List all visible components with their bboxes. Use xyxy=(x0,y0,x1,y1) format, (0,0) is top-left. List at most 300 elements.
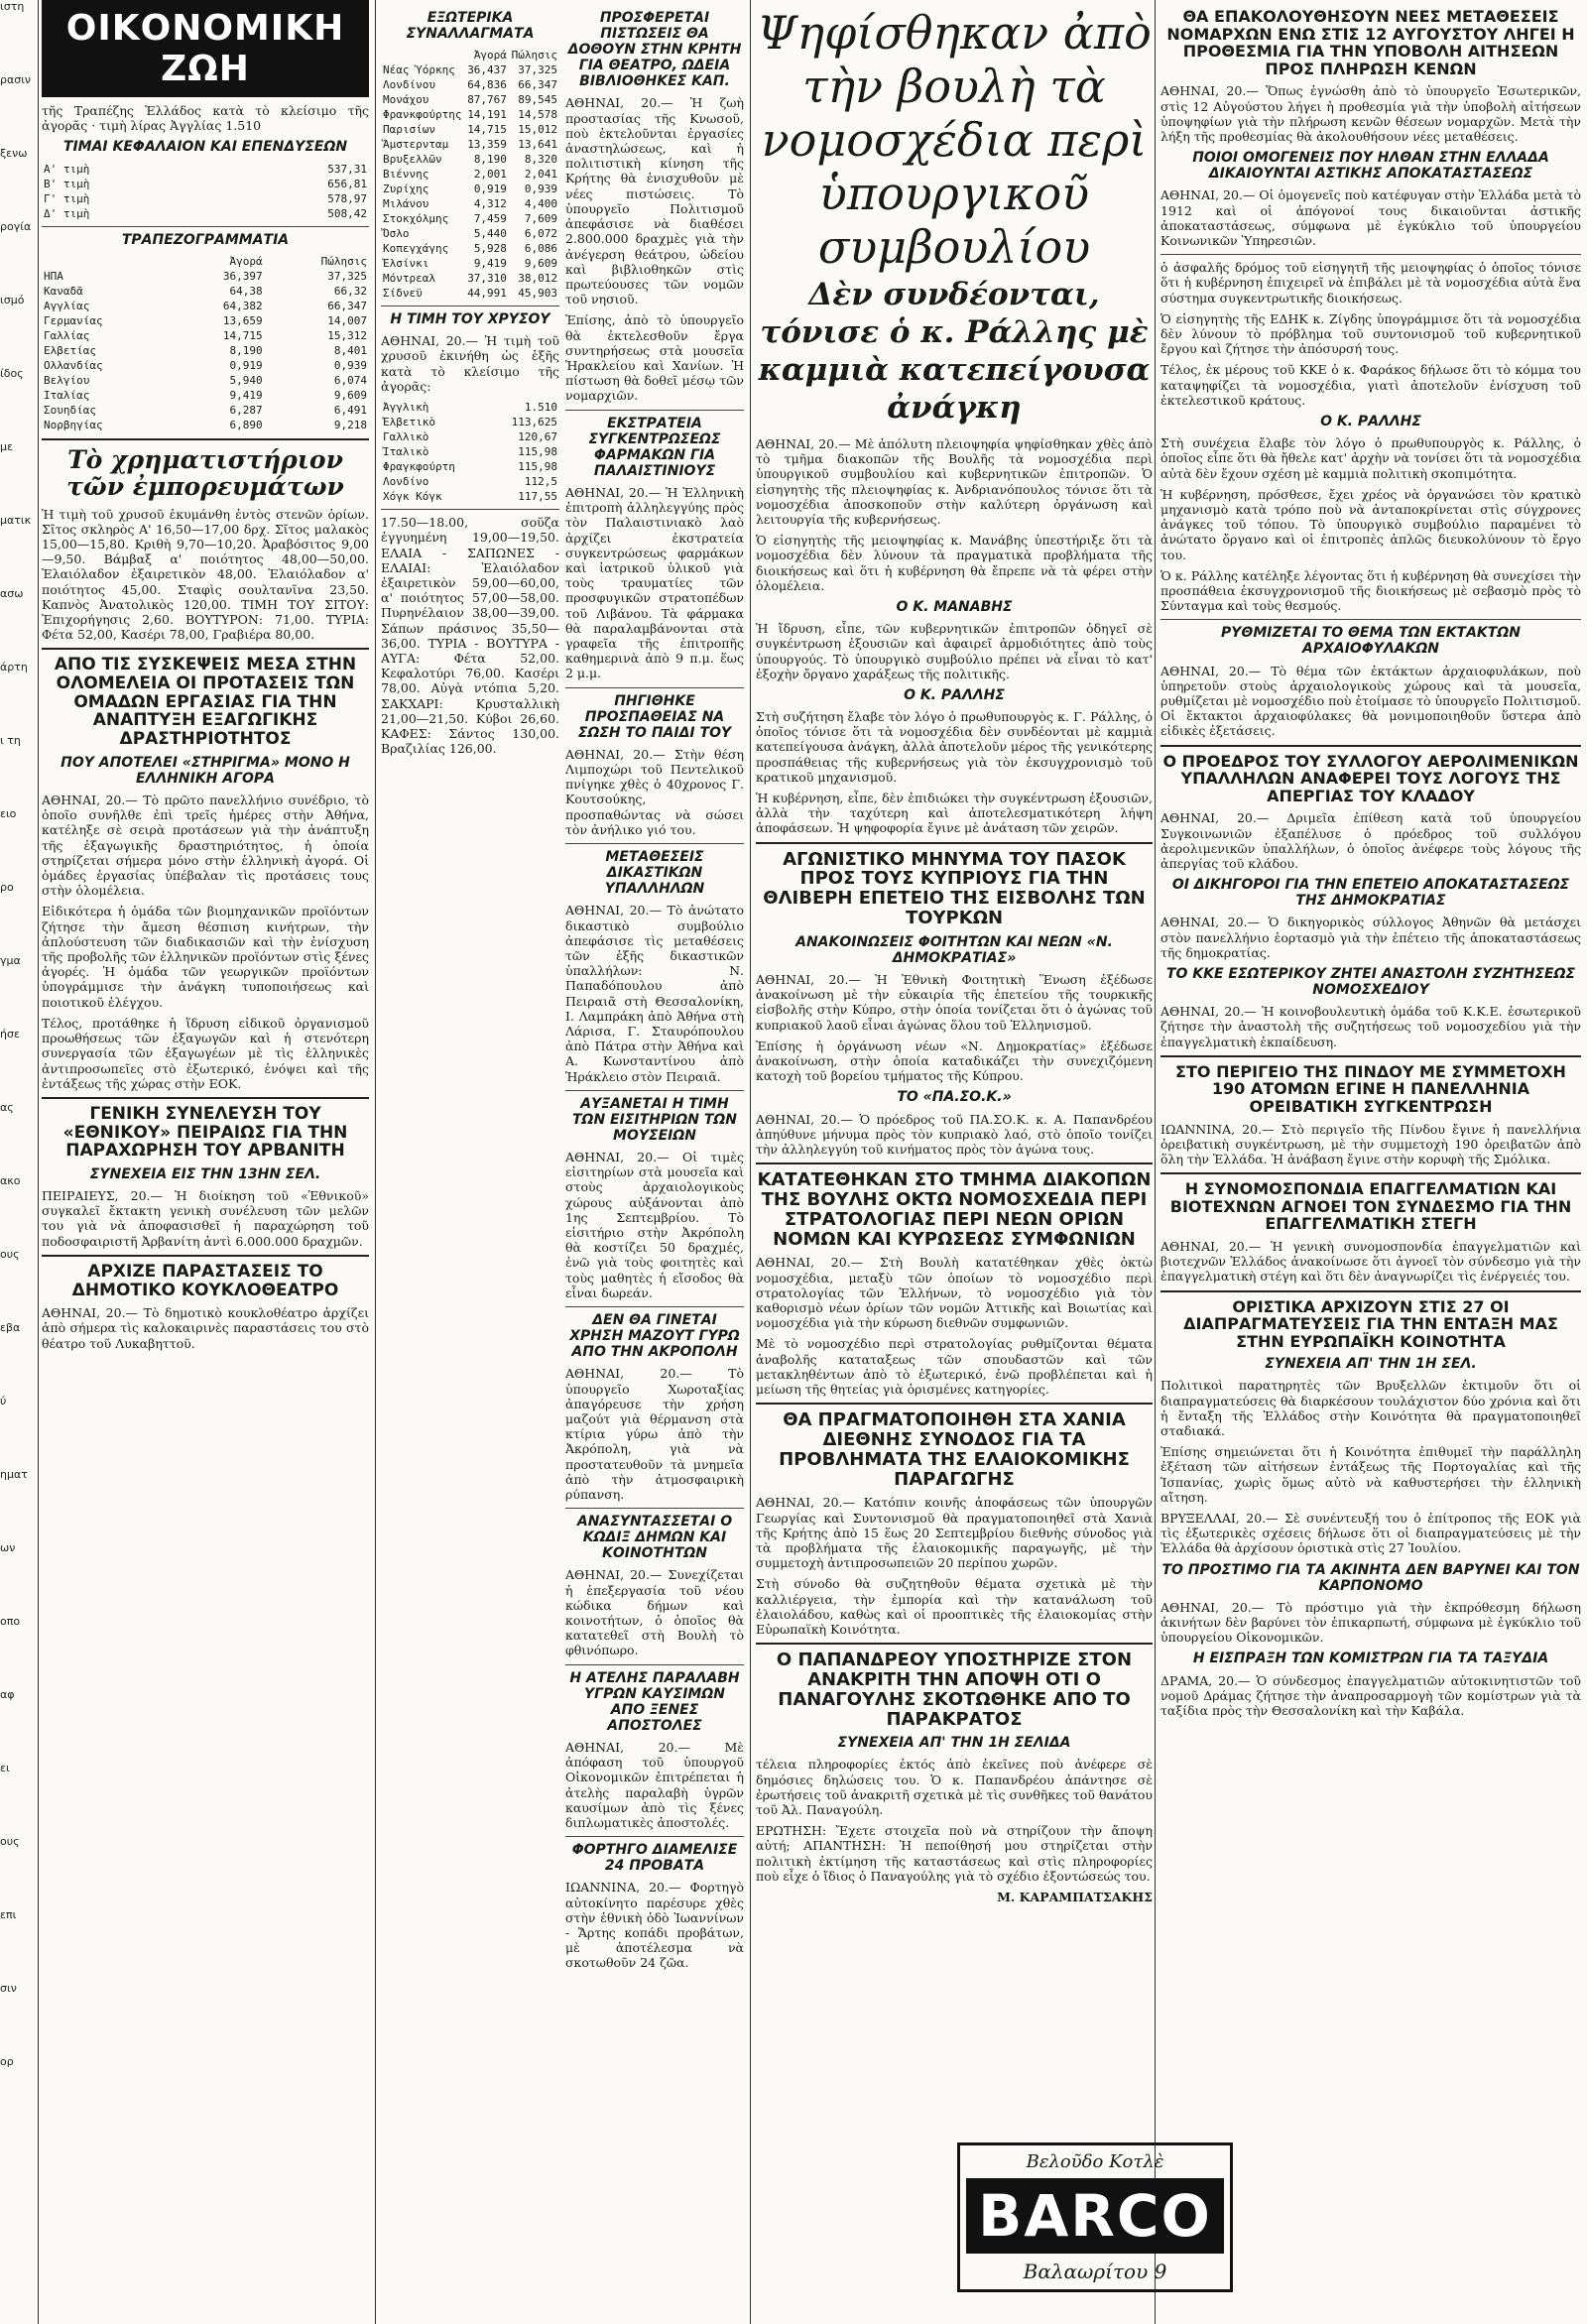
rate-value: 64,38 xyxy=(229,284,263,298)
rate-label: Βρυξελλῶν xyxy=(383,153,442,167)
rate-row xyxy=(42,358,369,373)
col-sell: Πώλησις xyxy=(320,254,367,268)
rate-label: Ζυρίχης xyxy=(383,183,429,196)
headline-expatriates: ΠΟΙΟΙ ΟΜΟΓΕΝΕΙΣ ΠΟΥ ΗΛΘΑΝ ΣΤΗΝ ΕΛΛΑΔΑ ΔΙΚΑΙΟΥΝΤΑΙ ΑΣΤΙΚΗΣ ΑΠΟΚΑΤΑΣΤΑΣΕΩΣ xyxy=(1192,150,1549,183)
rate-value: 6,072 xyxy=(524,227,557,241)
rate-value: 0,919 xyxy=(229,358,263,372)
rate-label: Νορβηγίας xyxy=(44,418,103,431)
rate-label: Φρανκφούρτης xyxy=(383,108,462,122)
rate-label: Σουηδίας xyxy=(44,403,96,417)
rate-value: 14,715 xyxy=(222,328,263,342)
rate-value: 578,97 xyxy=(327,191,367,205)
headline-truck-sheep: ΦΟΡΤΗΓΟ ΔΙΑΜΕΛΙΣΕ 24 ΠΡΟΒΑΤΑ xyxy=(571,1842,738,1875)
article-body: ΑΘΗΝΑΙ, 20.— Ὁ δικηγορικὸς σύλλογος Ἀθηνῶν θὰ μετάσχει στὸν πανελλήνιο ἑορτασμὸ γιὰ τὴν ἐπέτειο τῆς ἀποκαταστάσεως τῆς δημοκρατίας. xyxy=(1160,915,1581,960)
rate-value: 44,991 xyxy=(467,287,507,301)
edge-fragment-line: ρο xyxy=(0,881,14,894)
article-body: ΙΩΑΝΝΙΝΑ, 20.— Στὸ περιγεῖο τῆς Πίνδου ἔγινε ἡ πανελλήνια ὀρειβατικὴ συγκέντρωση, μὲ τὴν συμμετοχὴ 190 ὀρειβατῶν ἀπὸ ὅλη τὴν Ἑλλάδα. Ἡ ἀνάβαση ἔγινε στὴν κορυφὴ τῆς Σμόλικα. xyxy=(1160,1121,1581,1166)
rate-row xyxy=(381,77,559,92)
gold-intro: ΑΘΗΝΑΙ, 20.— Ἡ τιμὴ τοῦ χρυσοῦ ἐκινήθη ὡς ἑξῆς κατὰ τὸ κλείσιμο τῆς ἀγορᾶς: xyxy=(381,333,559,394)
crosshead: Ο Κ. ΜΑΝΑΒΗΣ xyxy=(896,599,1013,616)
rate-label: Φραγκφούρτη xyxy=(383,460,455,474)
edge-fragment-line: ισμό xyxy=(0,294,25,306)
divider xyxy=(565,1836,744,1837)
article-body: ΑΘΗΝΑΙ, 20.— Μὲ ἀπόφαση τοῦ ὑπουργοῦ Οἰκονομικῶν ἐπιτρέπεται ἡ ἀτελὴς παραλαβὴ ὑγρῶν καυσίμων ἀπὸ τὶς ξένες διπλωματικὲς ἀποστολές. xyxy=(565,1740,744,1831)
advertisement-barco xyxy=(957,2142,1233,2292)
rate-row xyxy=(381,226,559,241)
article-body: Ὁ κ. Ράλλης κατέληξε λέγοντας ὅτι ἡ κυβέρνηση θὰ συνεχίσει τὴν προσπάθεια ἐκσυγχρονισμοῦ τῆς διοικήσεως μὲ σεβασμὸ πρὸς τὸ Σύνταγμα καὶ τοὺς θεσμούς. xyxy=(1160,567,1581,614)
column-right xyxy=(1160,0,1581,1724)
headline-nomarchs: ΘΑ ΕΠΑΚΟΛΟΥΘΗΣΟΥΝ ΝΕΕΣ ΜΕΤΑΘΕΣΕΙΣ ΝΟΜΑΡΧΩΝ ΕΝΩ ΣΤΙΣ 12 ΑΥΓΟΥΣΤΟΥ ΛΗΓΕΙ Η ΠΡΟΘΕΣΜΙΑ ΓΙΑ ΤΗΝ ΥΠΟΒΟΛΗ ΑΙΤΗΣΕΩΝ ΠΡΟΣ ΠΛΗΡΩΣΗ ΚΕΝΩΝ xyxy=(1166,7,1575,78)
divider xyxy=(1160,1290,1581,1292)
edge-fragment-line: ει xyxy=(0,1762,10,1774)
crosshead: ΤΟ «ΠΑ.ΣΟ.Κ.» xyxy=(897,1089,1012,1106)
subheadline-papandreou: ΣΥΝΕΧΕΙΑ ΑΠ' ΤΗΝ 1Η ΣΕΛΙΔΑ xyxy=(837,1735,1071,1752)
rate-value: 14,715 xyxy=(467,123,507,137)
ad-address: Βαλαωρίτου 9 xyxy=(1023,2260,1167,2283)
rate-value: 13,659 xyxy=(222,313,263,327)
column-divider xyxy=(1155,0,1156,2324)
edge-fragment-line: ύ xyxy=(0,1395,7,1407)
rate-value: 508,42 xyxy=(327,206,367,220)
article-body: ΑΘΗΝΑΙ, 20.— Ὅπως ἐγνώσθη ἀπὸ τὸ ὑπουργεῖο Ἐσωτερικῶν, στὶς 12 Αὐγούστου λήγει ἡ προθεσμία γιὰ τὴν ὑποβολὴ αἰτήσεων ὑποψηφίων γιὰ τὴν πλήρωση κενῶν θέσεων νομαρχῶν. Μετὰ τὴν λήξη τῆς προθεσμίας θὰ ἀκολουθήσουν νέες μεταθέσεις. xyxy=(1160,83,1581,144)
rate-value: 4,312 xyxy=(473,197,507,211)
rate-row xyxy=(381,241,559,256)
divider xyxy=(756,842,1153,844)
rate-value: 0,939 xyxy=(524,183,557,196)
edge-fragment-line: ας xyxy=(0,1101,14,1114)
article-body: ΑΘΗΝΑΙ, 20.— Μὲ ἀπόλυτη πλειοψηφία ψηφίσθηκαν χθὲς ἀπὸ τὸ τμῆμα διακοπῶν τῆς Βουλῆς τὰ νομοσχέδια περὶ ὑπουργικοῦ συμβουλίου καὶ κυβερνητικῶν ἐπιτροπῶν. Ὁ εἰσηγητὴς τῆς πλειοψηφίας κ. Ἀνδριανόπουλος τόνισε ὅτι τὰ νομοσχέδια ἀποσκοποῦν στὴν καλύτερη ὀργάνωση καὶ λειτουργία τῆς κυβερνήσεως. xyxy=(756,436,1153,528)
rate-row xyxy=(381,459,559,474)
rate-label: Λονδίνο xyxy=(383,475,429,489)
rate-value: 9,419 xyxy=(473,257,507,271)
divider xyxy=(1160,745,1581,747)
subheadline-export-groups: ΠΟΥ ΑΠΟΤΕΛΕΙ «ΣΤΗΡΙΓΜΑ» ΜΟΝΟ Η ΕΛΛΗΝΙΚΗ ΑΓΟΡΑ xyxy=(61,754,350,787)
lead-headline: Ψηφίσθηκαν ἀπὸ τὴν βουλὴ τὰ νομοσχέδια περὶ ὑπουργικοῦ συμβουλίου xyxy=(757,6,1152,274)
edge-fragment-line: γμα xyxy=(0,954,21,967)
ad-brand-logo: BARCO xyxy=(966,2178,1224,2254)
rate-label: Νέας Ὑόρκης xyxy=(383,63,455,77)
rate-value: 6,890 xyxy=(229,418,263,431)
headline-museum-tickets: ΑΥΞΑΝΕΤΑΙ Η ΤΙΜΗ ΤΩΝ ΕΙΣΙΤΗΡΙΩΝ ΤΩΝ ΜΟΥΣΕΙΩΝ xyxy=(572,1095,737,1144)
article-body: ΑΘΗΝΑΙ, 20.— Τὸ θέμα τῶν ἐκτάκτων ἀρχαιοφυλάκων, ποὺ ὑπηρετοῦν στοὺς ἀρχαιολογικοὺς χώρους καὶ τὰ μουσεῖα, ρυθμίζεται μὲ νομοσχέδιο ποὺ ἑτοίμασε τὸ ὑπουργεῖο Πολιτισμοῦ. Οἱ ἔκτακτοι ἀρχαιοφύλακες θὰ μονιμοποιηθοῦν ὕστερα ἀπὸ εἰδικὲς ἐξετάσεις. xyxy=(1160,663,1581,739)
headline-union: Η ΣΥΝΟΜΟΣΠΟΝΔΙΑ ΕΠΑΓΓΕΛΜΑΤΙΩΝ ΚΑΙ ΒΙΟΤΕΧΝΩΝ ΑΓΝΟΕΙ ΤΟΝ ΣΥΝΔΕΣΜΟ ΓΙΑ ΤΗΝ ΕΠΑΓΓΕΛΜΑΤΙΚΗ ΣΤΕΓΗ xyxy=(1169,1179,1572,1234)
rate-label: Ἑλσίνκι xyxy=(383,257,429,271)
rate-value: 9,609 xyxy=(524,257,557,271)
rate-value: 5,440 xyxy=(473,227,507,241)
edge-fragment-line: ων xyxy=(0,1541,16,1554)
gold-section-title: Η ΤΙΜΗ ΤΟΥ ΧΡΥΣΟΥ xyxy=(390,311,550,328)
headline-airport-strike: Ο ΠΡΟΕΔΡΟΣ ΤΟΥ ΣΥΛΛΟΓΟΥ ΑΕΡΟΛΙΜΕΝΙΚΩΝ ΥΠΑΛΛΗΛΩΝ ΑΝΑΦΕΡΕΙ ΤΟΥΣ ΛΟΓΟΥΣ ΤΗΣ ΑΠΕΡΓΙΑΣ ΤΟΥ ΚΛΑΔΟΥ xyxy=(1162,751,1579,805)
column-lead xyxy=(756,0,1153,1908)
edge-fragment-line: ίδος xyxy=(0,367,24,380)
rate-label: Ἀγγλικὴ xyxy=(383,401,429,415)
rate-label: Ὄσλο xyxy=(383,227,410,241)
rate-label: Γερμανίας xyxy=(44,313,103,327)
divider xyxy=(1160,619,1581,620)
article-body: ΑΘΗΝΑΙ, 20.— Ἡ γενικὴ συνομοσπονδία ἐπαγγελματιῶν καὶ βιοτεχνῶν Ἑλλάδος ἀνακοίνωσε ὅτι ἀγνοεῖ τὸν σύνδεσμο γιὰ τὴν ἐπαγγελματικὴ στέγη καὶ ὅτι δὲν ἀναγνωρίζει τὶς ἐνέργειές του. xyxy=(1160,1238,1581,1284)
rate-row xyxy=(381,400,559,415)
rate-label: Ἄμστερνταμ xyxy=(383,138,449,152)
article-body: Ἡ κυβέρνηση, εἶπε, δὲν ἐπιδιώκει τὴν συγκέντρωση ἐξουσιῶν, ἀλλὰ τὴν ταχύτερη καὶ ἀποτελεσματικότερη λήψη ἀποφάσεων. Ἡ ψηφοφορία ἔγινε μὲ ἀνάταση τῶν χειρῶν. xyxy=(756,791,1153,836)
rate-label: Βιέννης xyxy=(383,168,429,182)
rate-label: Στοκχόλμης xyxy=(383,212,449,226)
edge-fragment-line: επι xyxy=(0,1908,17,1921)
rate-label: Δ' τιμὴ xyxy=(44,206,90,220)
rate-label: Μόντρεαλ xyxy=(383,272,435,286)
headline-ethnikos: ΓΕΝΙΚΗ ΣΥΝΕΛΕΥΣΗ ΤΟΥ «ΕΘΝΙΚΟΥ» ΠΕΙΡΑΙΩΣ ΓΙΑ ΤΗΝ ΠΑΡΑΧΩΡΗΣΗ ΤΟΥ ΑΡΒΑΝΙΤΗ xyxy=(62,1103,348,1162)
edge-fragment-line: αφ xyxy=(0,1688,15,1701)
article-body: ΑΘΗΝΑΙ, 20.— Οἱ τιμὲς εἰσιτηρίων στὰ μουσεῖα καὶ στοὺς ἀρχαιολογικοὺς χώρους αὐξάνονται ἀπὸ 1ης Σεπτεμβρίου. Τὸ εἰσιτήριο στὴν Ἀκρόπολη θὰ κοστίζει 50 δραχμές, ἐνῶ γιὰ τοὺς φοιτητὲς καὶ τοὺς μαθητὲς ἡ εἴσοδος θὰ εἶναι δωρεάν. xyxy=(565,1150,744,1300)
rate-value: 45,903 xyxy=(518,287,557,301)
headline-fares: Η ΕΙΣΠΡΑΞΗ ΤΩΝ ΚΟΜΙΣΤΡΩΝ ΓΙΑ ΤΑ ΤΑΞΥΔΙΑ xyxy=(1192,1651,1549,1667)
column-divider xyxy=(750,0,751,2324)
rate-label: Μονάχου xyxy=(383,93,429,107)
headline-chania-olive: ΘΑ ΠΡΑΓΜΑΤΟΠΟΙΗΘΗ ΣΤΑ ΧΑΝΙΑ ΔΙΕΘΝΗΣ ΣΥΝΟΔΟΣ ΓΙΑ ΤΑ ΠΡΟΒΛΗΜΑΤΑ ΤΗΣ ΕΛΑΙΟΚΟΜΙΚΗΣ ΠΑΡΑΓΩΓΗΣ xyxy=(779,1409,1130,1490)
article-body: ΑΘΗΝΑΙ, 20.— Συνεχίζεται ἡ ἐπεξεργασία τοῦ νέου κώδικα δήμων καὶ κοινοτήτων, ὁ ὁποῖος θὰ κατατεθεῖ στὴ Βουλὴ τὸ φθινόπωρο. xyxy=(565,1567,744,1658)
rate-label: Γ' τιμὴ xyxy=(44,191,90,205)
article-body: Ἐπίσης σημειώνεται ὅτι ἡ Κοινότητα ἐπιθυμεῖ τὴν παράλληλη ἐξέταση τῶν αἰτήσεων ἐντάξεως τῆς Πορτογαλίας καὶ τῆς Ἱσπανίας, χωρὶς ὅμως αὐτὸ νὰ καθυστερήσει τὴν ἑλληνικὴ αἴτηση. xyxy=(1160,1444,1581,1505)
rate-label: Παρισίων xyxy=(383,123,435,137)
article-body: ΑΘΗΝΑΙ, 20.— Τὸ ὑπουργεῖο Χωροταξίας ἀπαγόρευσε τὴν χρήση μαζούτ γιὰ θέρμανση στὰ κτίρια γύρω ἀπὸ τὴν Ἀκρόπολη, γιὰ νὰ προστατευθοῦν τὰ μνημεῖα ἀπὸ τὴν ἀτμοσφαιρικὴ ρύπανση. xyxy=(565,1366,744,1502)
edge-fragment-line: ήσε xyxy=(0,1028,20,1040)
rate-value: 5,940 xyxy=(229,373,263,387)
headline-guards: ΡΥΘΜΙΖΕΤΑΙ ΤΟ ΘΕΜΑ ΤΩΝ ΕΚΤΑΚΤΩΝ ΑΡΧΑΙΟΦΥΛΑΚΩΝ xyxy=(1221,625,1521,658)
rate-value: 64,382 xyxy=(222,299,263,312)
rate-value: 7,459 xyxy=(473,212,507,226)
edge-column-fragment xyxy=(0,0,36,2324)
rate-value: 117,55 xyxy=(518,490,557,504)
article-body: Τέλος, ἐκ μέρους τοῦ ΚΚΕ ὁ κ. Φαράκος δήλωσε ὅτι τὸ κόμμα του καταψηφίζει τὰ νομοσχέδια, γιατὶ ἀποτελοῦν ἐνίσχυση τοῦ ἐκτελεστικοῦ κράτους. xyxy=(1160,362,1581,408)
divider xyxy=(565,1090,744,1091)
rate-row xyxy=(381,429,559,444)
rate-value: 15,312 xyxy=(327,328,367,342)
edge-fragment-line: άρτη xyxy=(0,661,28,673)
divider xyxy=(756,1643,1153,1645)
divider xyxy=(565,410,744,411)
rate-row xyxy=(381,211,559,226)
rates-section-capital: ΤΙΜΑΙ ΚΕΦΑΛΑΙΟΝ ΚΑΙ ΕΠΕΝΔΥΣΕΩΝ xyxy=(62,139,348,156)
edge-fragment-line: ι τη xyxy=(0,734,21,747)
article-body: ΔΡΑΜΑ, 20.— Ὁ σύνδεσμος ἐπαγγελματιῶν αὐτοκινητιστῶν τοῦ νομοῦ Δράμας ζήτησε τὴν ἀναπροσαρμογὴ τῶν κομίστρων γιὰ τὰ ταξίδια πρὸς τὴν Θεσσαλονίκη καὶ τὴν Καβάλα. xyxy=(1160,1672,1581,1718)
article-body: Μὲ τὸ νομοσχέδιο περὶ στρατολογίας ρυθμίζονται θέματα ἀναβολῆς καταταξεως τῶν σπουδαστῶν καὶ τῶν μετακληθέντων ἀπὸ τὸ ἐξωτερικό, ἐνῶ προβλέπεται καὶ ἡ μείωση τῆς θητείας γιὰ ὁρισμένες κατηγορίες. xyxy=(756,1336,1153,1397)
headline-kke: ΤΟ ΚΚΕ ΕΣΩΤΕΡΙΚΟΥ ΖΗΤΕΙ ΑΝΑΣΤΟΛΗ ΣΥΖΗΤΗΣΕΩΣ ΝΟΜΟΣΧΕΔΙΟΥ xyxy=(1165,965,1576,999)
rate-value: 537,31 xyxy=(327,162,367,176)
article-body: ΑΘΗΝΑΙ, 20.— Τὸ δημοτικὸ κουκλοθέατρο ἀρχίζει ἀπὸ σήμερα τὶς καλοκαιρινὲς παραστάσεις του στὸ θέατρο τοῦ Λυκαβηττοῦ. xyxy=(42,1305,369,1351)
edge-fragment-line: ιστη xyxy=(0,0,25,13)
headline-lawyers: ΟΙ ΔΙΚΗΓΟΡΟΙ ΓΙΑ ΤΗΝ ΕΠΕΤΕΙΟ ΑΠΟΚΑΤΑΣΤΑΣΕΩΣ ΤΗΣ ΔΗΜΟΚΡΑΤΙΑΣ xyxy=(1171,877,1570,910)
rate-row xyxy=(42,299,369,313)
rates-section-banknotes: ΤΡΑΠΕΖΟΓΡΑΜΜΑΤΙΑ xyxy=(121,231,290,248)
subheadline-ethnikos: ΣΥΝΕΧΕΙΑ ΕΙΣ ΤΗΝ 13ΗΝ ΣΕΛ. xyxy=(89,1165,321,1182)
headline-drowned: ΠΗΓΙΘΗΚΕ ΠΡΟΣΠΑΘΕΙΑΣ ΝΑ ΣΩΣΗ ΤΟ ΠΑΙΔΙ ΤΟΥ xyxy=(577,692,732,741)
headline-pindos: ΣΤΟ ΠΕΡΙΓΕΙΟ ΤΗΣ ΠΙΝΔΟΥ ΜΕ ΣΥΜΜΕΤΟΧΗ 190 ΑΤΟΜΩΝ ΕΓΙΝΕ Η ΠΑΝΕΛΛΗΝΙΑ ΟΡΕΙΒΑΤΙΚΗ ΣΥΓΚΕΝΤΡΩΣΗ xyxy=(1175,1061,1566,1116)
rate-value: 14,578 xyxy=(518,108,557,122)
article-body: ΑΘΗΝΑΙ, 20.— Τὸ ἀνώτατο δικαστικὸ συμβούλιο ἀπεφάσισε τὶς μεταθέσεις τῶν ἑξῆς δικαστικῶν ὑπαλλήλων: Ν. Παπαδόπουλου ἀπὸ Πειραιᾶ στὴ Θεσσαλονίκη, Ι. Λαμπράκη ἀπὸ Ἀθήνα στὴ Λάρισα, Γ. Σταυρόπουλου ἀπὸ Πάτρα στὴν Ἀθήνα καὶ Α. Κωνσταντίνου ἀπὸ Ἡράκλειο στὸν Πειραιᾶ. xyxy=(565,903,744,1084)
divider xyxy=(565,1306,744,1307)
article-body: ΑΘΗΝΑΙ, 20.— Ὁ πρόεδρος τοῦ ΠΑ.ΣΟ.Κ. κ. Α. Παπανδρέου ἀπηύθυνε μήνυμα πρὸς τὸν κυπριακὸ λαό, στὸ ὁποῖο τονίζει τὴν ἀλληλεγγύη τοῦ κινήματος πρὸς τὸν ἀγώνα τους. xyxy=(756,1111,1153,1157)
article-body: 17.50—18.00, σοῦζα ἐγγυημένη 19,00—19,50. ΕΛΑΙΑ - ΣΑΠΩΝΕΣ - ΕΛΑΙΑΙ: Ἐλαιόλαδον ἐξαιρετικὸν 59,00—60,00, α' ποιότητος 57,00—58,00. Πυρηνέλαιον 38,00—39,00. Σάπων πράσινος 35,50—36,00. ΤΥΡΙΑ - ΒΟΥΤΥΡΑ - ΑΥΓΑ: Φέτα 52,00. Κεφαλοτύρι 76,00. Κασέρι 78,00. Αὐγὰ ντόπια 5,20. ΣΑΚΧΑΡΙ: Κρυσταλλικὴ 21,00—21,50. Κύβοι 26,60. ΚΑΦΕΣ: Σάντος 130,00. Βραζιλίας 126,00. xyxy=(381,515,559,757)
edge-fragment-line: ορ xyxy=(0,2055,14,2068)
article-body: ΑΘΗΝΑΙ, 20.— Τὸ πρῶτο πανελλήνιο συνέδριο, τὸ ὁποῖο συνῆλθε ἐπὶ τρεῖς ἡμέρες στὴν Ἀθήνα, κατέληξε σὲ σειρὰ προτάσεων γιὰ τὴν ἀνάπτυξη τῆς ἐξαγωγικῆς δραστηριότητος, ἡ ὁποία στηρίζεται σήμερα μόνο στὴν ἑλληνικὴ ἀγορά. Οἱ ὁμάδες ἐργασίας ὑπέβαλαν τὶς προτάσεις τους στὴν ὁλομέλεια. xyxy=(42,793,369,899)
rate-row xyxy=(381,196,559,211)
rate-label: Β' τιμὴ xyxy=(44,177,90,190)
headline-pasok-cyprus: ΑΓΩΝΙΣΤΙΚΟ ΜΗΝΥΜΑ ΤΟΥ ΠΑΣΟΚ ΠΡΟΣ ΤΟΥΣ ΚΥΠΡΙΟΥΣ ΓΙΑ ΤΗΝ ΘΛΙΒΕΡΗ ΕΠΕΤΕΙΟ ΤΗΣ ΕΙΣΒΟΛΗΣ ΤΩΝ ΤΟΥΡΚΩΝ xyxy=(763,848,1146,929)
column-briefs xyxy=(565,0,744,1977)
crosshead: Ο Κ. ΡΑΛΛΗΣ xyxy=(1320,414,1421,430)
rate-row xyxy=(42,343,369,358)
rate-label: Κοπεγχάγης xyxy=(383,242,449,256)
article-body: ΑΘΗΝΑΙ, 20.— Τὸ πρόστιμο γιὰ τὴν ἐκπρόθεσμη δήλωση ἀκινήτων δὲν βαρύνει τὸν ἐπικαρπωτή, σύμφωνα μὲ ἐγκύκλιο τοῦ ὑπουργείου Οἰκονομικῶν. xyxy=(1160,1599,1581,1646)
rate-value: 14,007 xyxy=(327,313,367,327)
divider xyxy=(42,438,369,440)
rate-row xyxy=(381,286,559,301)
column-divider xyxy=(38,0,39,2324)
rate-value: 120,67 xyxy=(518,430,557,444)
article-body: ΑΘΗΝΑΙ, 20.— Ἡ Ἐθνικὴ Φοιτητικὴ Ἕνωση ἐξέδωσε ἀνακοίνωση μὲ τὴν εὐκαιρία τῆς ἐπετείου τῆς τουρκικῆς εἰσβολῆς στὴν Κύπρο, στὴν ὁποία τονίζεται ὅτι ὁ ἀγώνας τοῦ κυπριακοῦ λαοῦ εἶναι ἀγώνας ὅλου τοῦ Ἑλληνισμοῦ. xyxy=(756,972,1153,1033)
edge-fragment-line: ματικ xyxy=(0,514,32,527)
article-body: Στὴ σύνοδο θὰ συζητηθοῦν θέματα σχετικὰ μὲ τὴν καλλιέργεια, τὴν ἐμπορία καὶ τὴν κατανάλωση τοῦ ἐλαιολάδου, καθὼς καὶ οἱ προοπτικὲς τῆς ἐλαιοκομίας στὴν Εὐρωπαϊκὴ Κοινότητα. xyxy=(756,1576,1153,1637)
rate-row xyxy=(381,152,559,167)
rate-value: 4,400 xyxy=(524,197,557,211)
edge-fragment-line: ειο xyxy=(0,807,17,820)
rate-row xyxy=(381,62,559,77)
subheadline-eec: ΣΥΝΕΧΕΙΑ ΑΠ' ΤΗΝ 1Η ΣΕΛ. xyxy=(1265,1356,1477,1373)
rate-row xyxy=(42,177,369,191)
rate-value: 112,5 xyxy=(524,475,557,489)
divider xyxy=(756,1162,1153,1164)
rate-value: 6,086 xyxy=(524,242,557,256)
article-body: ΑΘΗΝΑΙ, 20.— Δριμεῖα ἐπίθεση κατὰ τοῦ ὑπουργείου Συγκοινωνιῶν ἐξαπέλυσε ὁ πρόεδρος τοῦ συλλόγου ἀερολιμενικῶν ὑπαλλήλων, ὁ ὁποῖος ἀνέφερε τοὺς λόγους τῆς ἀπεργίας τοῦ κλάδου. xyxy=(1160,810,1581,871)
rate-value: 37,310 xyxy=(467,272,507,286)
article-body: ΕΡΩΤΗΣΗ: Ἔχετε στοιχεῖα ποὺ νὰ στηρίζουν τὴν ἄποψη αὐτή; ΑΠΑΝΤΗΣΗ: Ἡ πεποίθησή μου στηρίζεται στὴν πολιτικὴ ἐκτίμηση τῆς καταστάσεως καὶ στὶς πληροφορίες ποὺ εἶχε ὁ ἴδιος ὁ Παναγούλης γιὰ τὸ σχέδιο ἐξοντώσεώς του. xyxy=(756,1823,1153,1884)
rate-label: Ολλανδίας xyxy=(44,358,103,372)
article-body: Στὴ συνέχεια ἔλαβε τὸν λόγο ὁ πρωθυπουργὸς κ. Ράλλης, ὁ ὁποῖος εἶπε ὅτι θὰ ἤθελε κατ' ἀρχὴν νὰ τονίσει ὅτι τὰ νομοσχέδια αὐτὰ δὲν ἔχουν σχέση μὲ καμμιὰ πολιτικὴ σκοπιμότητα. xyxy=(1160,435,1581,481)
rate-value: 89,545 xyxy=(518,93,557,107)
rate-row xyxy=(42,418,369,432)
article-body: Ἡ ἴδρυση, εἶπε, τῶν κυβερνητικῶν ἐπιτροπῶν ὁδηγεῖ σὲ συγκέντρωση ἐξουσιῶν καὶ ἀφαιρεῖ ἀρμοδιότητες ἀπὸ τοὺς ὑπουργούς. Τὸ ὑπουργικὸ συμβούλιο πρέπει νὰ εἶναι τὸ κατ' ἐξοχὴν ὄργανο χαράξεως τῆς πολιτικῆς. xyxy=(756,621,1153,681)
rate-row xyxy=(381,444,559,459)
rate-label: Χόγκ Κόγκ xyxy=(383,490,442,504)
article-body: Ὁ εἰσηγητὴς τῆς μειοψηφίας κ. Μανάβης ὑπεστήριξε ὅτι τὰ νομοσχέδια δὲν λύνουν τὰ πραγματικὰ προβλήματα τῆς διοικήσεως καὶ ὅτι ἡ κυβέρνηση θὰ ἔπρεπε νὰ τὰ φέρει στὴν ὁλομέλεια. xyxy=(756,533,1153,593)
edge-fragment-line: εβα xyxy=(0,1321,21,1334)
edge-fragment-line: ακο xyxy=(0,1174,21,1187)
rate-value: 2,041 xyxy=(524,168,557,182)
headline-puppet-theatre: ΑΡΧΙΖΕ ΠΑΡΑΣΤΑΣΕΙΣ ΤΟ ΔΗΜΟΤΙΚΟ ΚΟΥΚΛΟΘΕΑΤΡΟ xyxy=(71,1261,339,1300)
headline-transfers: ΜΕΤΑΘΕΣΕΙΣ ΔΙΚΑΣΤΙΚΩΝ ΥΠΑΛΛΗΛΩΝ xyxy=(604,849,705,898)
headline-property-fine: ΤΟ ΠΡΟΣΤΙΜΟ ΓΙΑ ΤΑ ΑΚΙΝΗΤΑ ΔΕΝ ΒΑΡΥΝΕΙ ΚΑΙ ΤΟΝ ΚΑΡΠΟΝΟΜΟ xyxy=(1161,1561,1580,1594)
rate-row xyxy=(381,167,559,182)
divider xyxy=(756,1403,1153,1405)
rate-label: Καναδᾶ xyxy=(44,284,83,298)
rate-row xyxy=(381,122,559,137)
article-body: Ὁ εἰσηγητὴς τῆς ΕΔΗΚ κ. Ζίγδης ὑπογράμμισε ὅτι τὰ νομοσχέδια δὲν λύνουν τὸ πρόβλημα τοῦ συντονισμοῦ τοῦ κυβερνητικοῦ ἔργου καὶ ζήτησε τὴν ἀπόσυρσή τους. xyxy=(1160,310,1581,357)
rate-value: 6,287 xyxy=(229,403,263,417)
edge-fragment-line: ηματ xyxy=(0,1468,28,1481)
edge-fragment-line: ασω xyxy=(0,587,24,600)
headline-papandreou: Ο ΠΑΠΑΝΔΡΕΟΥ ΥΠΟΣΤΗΡΙΖΕ ΣΤΟΝ ΑΝΑΚΡΙΤΗ ΤΗΝ ΑΠΟΨΗ ΟΤΙ Ο ΠΑΝΑΓΟΥΛΗΣ ΣΚΟΤΩΘΗΚΕ ΑΠΟ ΤΟ ΠΑΡΑΚΡΑΤΟΣ xyxy=(776,1650,1133,1730)
divider xyxy=(42,648,369,650)
divider xyxy=(42,226,369,227)
rate-value: 87,767 xyxy=(467,93,507,107)
article-body: ΑΘΗΝΑΙ, 20.— Ἡ ζωὴ προστασίας τῆς Κνωσοῦ, ποὺ ἐκτελοῦνται ἐργασίες ἀναστηλώσεως, καὶ ἡ πολιτιστικὴ κίνηση τῆς Κρήτης θὰ ἐνισχυθοῦν μὲ νέες πιστώσεις. Τὸ ὑπουργεῖο Πολιτισμοῦ ἀπεφάσισε νὰ διαθέσει 2.800.000 δραχμὲς γιὰ τὴν ἀνέγερση θεάτρου, ὠδείου καὶ βιβλιοθηκῶν στὶς πρωτεύουσες τῶν νομῶν τοῦ νησιοῦ. xyxy=(565,95,744,307)
headline-duty-free-fuel: Η ΑΤΕΛΗΣ ΠΑΡΑΛΑΒΗ ΥΓΡΩΝ ΚΑΥΣΙΜΩΝ ΑΠΟ ΞΕΝΕΣ ΑΠΟΣΤΟΛΕΣ xyxy=(569,1669,740,1734)
rate-row xyxy=(42,328,369,343)
article-body: Ἡ τιμὴ τοῦ χρυσοῦ ἐκυμάνθη ἐντὸς στενῶν ὁρίων. Σῖτος σκληρὸς Α' 16,50—17,00 δρχ. Σῖτος μαλακὸς 15,00—15,80. Κριθὴ 9,70—10,20. Ἀραβόσιτος 9,00—9,50. Βάμβαξ α' ποιότητος 48,00—50,00. Ἐλαιόλαδον ἐξαιρετικὸν 48,00. Ἐλαιόλαδον α' ποιότητος 45,00. Σταφὶς σουλτανῖνα 23,50. Καπνὸς Ἀνατολικὸς 120,00. ΤΙΜΗ ΤΟΥ ΣΙΤΟΥ: Ἐπιχορήγησις 2,60. ΒΟΥΤΥΡΟΝ: 71,00. ΤΥΡΙΑ: Φέτα 52,00, Κασέρι 78,00, Γραβιέρα 80,00. xyxy=(42,506,369,643)
rate-value: 37,325 xyxy=(518,63,557,77)
article-body: ΑΘΗΝΑΙ, 20.— Οἱ ὁμογενεῖς ποὺ κατέφυγαν στὴν Ἑλλάδα μετὰ τὸ 1912 καὶ οἱ ἀπόγονοί τους δικαιοῦνται ἀστικῆς ἀποκαταστάσεως, σύμφωνα μὲ ἐγκύκλιο τοῦ ὑπουργείου Κοινωνικῶν Ὑπηρεσιῶν. xyxy=(1160,187,1581,248)
rate-value: 8,190 xyxy=(473,153,507,167)
rate-label: Ελβετίας xyxy=(44,343,96,357)
rate-value: 37,325 xyxy=(327,269,367,283)
edge-fragment-line: ρογία xyxy=(0,220,32,233)
col-buy: Ἀγορά xyxy=(229,254,263,268)
rate-value: 8,190 xyxy=(229,343,263,357)
headline-crete-credits: ΠΡΟΣΦΕΡΕΤΑΙ ΠΙΣΤΩΣΕΙΣ ΘΑ ΔΟΘΟΥΝ ΣΤΗΝ ΚΡΗΤΗ ΓΙΑ ΘΕΑΤΡΟ, ΩΔΕΙΑ ΒΙΒΛΙΟΘΗΚΕΣ ΚΑΠ. xyxy=(567,10,742,90)
article-body: ΑΘΗΝΑΙ, 20.— Κατόπιν κοινῆς ἀποφάσεως τῶν ὑπουργῶν Γεωργίας καὶ Συντονισμοῦ θὰ πραγματοποιηθεῖ στὰ Χανιὰ τῆς Κρήτης ἀπὸ 15 ἕως 20 Σεπτεμβρίου διεθνὴς σύνοδος γιὰ τὰ προβλήματα τῆς ἐλαιοκομικῆς παραγωγῆς, μὲ τὴν συμμετοχὴ ἀντιπροσωπειῶν 20 περίπου χωρῶν. xyxy=(756,1495,1153,1571)
divider xyxy=(42,1097,369,1099)
article-body: Τέλος, προτάθηκε ἡ ἵδρυση εἰδικοῦ ὀργανισμοῦ προωθήσεως τῶν ἐξαγωγῶν καὶ ἡ στενότερη συνεργασία τῶν ἐξαγωγέων μὲ τὶς ἑλληνικὲς ἀντιπροσωπεῖες στὸ ἐξωτερικό, ἐνόψει καὶ τῆς ἐντάξεως τῆς χώρας στὴν ΕΟΚ. xyxy=(42,1015,369,1091)
byline: Μ. ΚΑΡΑΜΠΑΤΣΑΚΗΣ xyxy=(997,1890,1153,1905)
column-fx xyxy=(381,0,559,762)
col-sell: Πώλησις xyxy=(511,49,557,62)
article-body: τέλεια πληροφορίες ἐκτός ἀπὸ ἐκεῖνες ποὺ ἀνέφερε σὲ δημόσιες δηλώσεις του. Ὁ κ. Παπανδρέου ἀπάντησε σὲ ἐρωτήσεις τοῦ ἀνακριτῆ σχετικὰ μὲ τὶς συνθῆκες τοῦ θανάτου τοῦ Ἀλ. Παναγούλη. xyxy=(756,1757,1153,1818)
fx-table xyxy=(381,48,559,301)
rate-label: Γαλλικὸ xyxy=(383,430,429,444)
rate-value: 64,836 xyxy=(467,78,507,92)
rate-label: ΗΠΑ xyxy=(44,269,63,283)
article-body: Εἰδικότερα ἡ ὁμάδα τῶν βιομηχανικῶν προϊόντων ζήτησε τὴν ἄμεση θέσπιση κινήτρων, τὴν ἀπλούστευση τῶν διαδικασιῶν καὶ τὴν ἐνίσχυση τῆς προβολῆς τῶν ἑλληνικῶν προϊόντων στὶς ξένες ἀγορές. Ἡ ὁμάδα τῶν γεωργικῶν προϊόντων ὑπογράμμισε τὴν ἀνάγκη τυποποιήσεως καὶ ποιοτικοῦ ἐλέγχου. xyxy=(42,904,369,1010)
rate-value: 13,641 xyxy=(518,138,557,152)
divider xyxy=(1160,1055,1581,1057)
headline-eight-bills: ΚΑΤΑΤΕΘΗΚΑΝ ΣΤΟ ΤΜΗΜΑ ΔΙΑΚΟΠΩΝ ΤΗΣ ΒΟΥΛΗΣ ΟΚΤΩ ΝΟΜΟΣΧΕΔΙΑ ΠΕΡΙ ΣΤΡΑΤΟΛΟΓΙΑΣ ΠΕΡΙ ΝΕΩΝ ΟΡΙΩΝ ΝΟΜΩΝ ΚΑΙ ΚΥΡΩΣΕΩΣ ΣΥΜΦΩΝΙΩΝ xyxy=(757,1169,1152,1250)
rate-value: 66,32 xyxy=(333,284,367,298)
gold-table xyxy=(381,400,559,504)
edge-fragment-line: ους xyxy=(0,1835,20,1848)
rate-label: Ἐλβετικὸ xyxy=(383,416,435,429)
headline-medicine-drive: ΕΚΣΤΡΑΤΕΙΑ ΣΥΓΚΕΝΤΡΩΣΕΩΣ ΦΑΡΜΑΚΩΝ ΓΙΑ ΠΑΛΑΙΣΤΙΝΙΟΥΣ xyxy=(588,415,721,479)
rate-row xyxy=(381,137,559,152)
rate-row xyxy=(381,256,559,271)
rate-label: Βελγίου xyxy=(44,373,90,387)
divider xyxy=(565,843,744,844)
rate-row xyxy=(42,284,369,299)
divider xyxy=(42,1255,369,1257)
lead-subheadline: Δὲν συνδέονται, τόνισε ὁ κ. Ράλλης μὲ καμμιὰ κατεπείγουσα ἀνάγκη xyxy=(758,277,1151,426)
rates-table-capital xyxy=(42,162,369,221)
divider xyxy=(565,1664,744,1665)
divider xyxy=(565,1508,744,1509)
article-body: ΠΕΙΡΑΙΕΥΣ, 20.— Ἡ διοίκηση τοῦ «Ἐθνικοῦ» συγκαλεῖ ἔκτακτη γενικὴ συνέλευση τῶν μελῶν του γιὰ νὰ ἀποφασισθεῖ ἡ παραχώρηση τοῦ ποδοσφαιριστῆ Ἀρβανίτη ἀντὶ 6.000.000 δραχμῶν. xyxy=(42,1188,369,1249)
rate-row xyxy=(42,162,369,177)
divider xyxy=(1160,254,1581,255)
rate-row xyxy=(42,313,369,328)
edge-fragment-line: ξενω xyxy=(0,147,28,160)
article-body: Ἐπίσης, ἀπὸ τὸ ὑπουργεῖο θὰ ἐκτελεσθοῦν ἔργα συντηρήσεως στὰ μουσεῖα Ἡρακλείου καὶ Χανίων. Ἡ πίστωση θὰ δοθεῖ μέσῳ τῶν νομαρχιῶν. xyxy=(565,312,744,404)
edge-fragment-line: ους xyxy=(0,1248,20,1261)
column-divider xyxy=(375,0,376,2324)
rate-value: 13,359 xyxy=(467,138,507,152)
rate-value: 115,98 xyxy=(518,460,557,474)
article-body: ΒΡΥΞΕΛΛΑΙ, 20.— Σὲ συνέντευξή του ὁ ἐπίτροπος τῆς ΕΟΚ γιὰ τὶς ἐξωτερικὲς σχέσεις δήλωσε ὅτι οἱ διαπραγματεύσεις μὲ τὴν Ἑλλάδα θὰ ἀρχίσουν ὁριστικὰ στὶς 27 Ἰουλίου. xyxy=(1160,1511,1581,1556)
edge-fragment-line: ρασιν xyxy=(0,73,32,86)
rate-value: 6,491 xyxy=(333,403,367,417)
column-economy xyxy=(42,0,369,1357)
article-body: ὁ ἀσφαλῆς δρόμος τοῦ εἰσηγητῆ τῆς μειοψηφίας ὁ ὁποῖος τόνισε ὅτι ἡ κυβέρνηση ἐπιχειρεῖ νὰ ἐπιβάλει μὲ τὰ νομοσχέδια αὐτὰ ἕνα σύστημα συγκεντρωτικῆς διοικήσεως. xyxy=(1160,260,1581,306)
divider xyxy=(1160,1172,1581,1174)
article-body: ΑΘΗΝΑΙ, 20.— Στὴ Βουλὴ κατατέθηκαν χθὲς ὀκτὼ νομοσχέδια, μεταξὺ τῶν ὁποίων τὸ νομοσχέδιο περὶ στρατολογίας τῶν Ἑλλήνων, τὸ νομοσχέδιο γιὰ τὸν καθορισμὸ νέων ὁρίων τῶν νομῶν Ἀττικῆς καὶ Βοιωτίας καὶ νομοσχέδια γιὰ τὴν κύρωση διεθνῶν συμφωνιῶν. xyxy=(756,1255,1153,1331)
headline-eec: ΟΡΙΣΤΙΚΑ ΑΡΧΙΖΟΥΝ ΣΤΙΣ 27 ΟΙ ΔΙΑΠΡΑΓΜΑΤΕΥΣΕΙΣ ΓΙΑ ΤΗΝ ΕΝΤΑΞΗ ΜΑΣ ΣΤΗΝ ΕΥΡΩΠΑΪΚΗ ΚΟΙΝΟΤΗΤΑ xyxy=(1183,1296,1558,1351)
article-body: ΑΘΗΝΑΙ, 20.— Στὴν θέση Λιμποχώρι τοῦ Πεντελικοῦ πνίγηκε χθὲς ὁ 40χρονος Γ. Κουτσούκης, προσπαθώντας νὰ σώσει τὸν ἀνήλικο γιό του. xyxy=(565,746,744,837)
rates-intro: τῆς Τραπέζης Ἑλλάδος κατὰ τὸ κλείσιμο τῆς ἀγορᾶς · τιμὴ λίρας Ἀγγλίας 1.510 xyxy=(42,103,369,134)
edge-fragment-line: με xyxy=(0,440,13,453)
rate-value: 38,012 xyxy=(518,272,557,286)
headline-municipal-code: ΑΝΑΣΥΝΤΑΣΣΕΤΑΙ Ο ΚΩΔΙΞ ΔΗΜΩΝ ΚΑΙ ΚΟΙΝΟΤΗΤΩΝ xyxy=(576,1514,733,1562)
rate-value: 2,001 xyxy=(473,168,507,182)
article-body: ΙΩΑΝΝΙΝΑ, 20.— Φορτηγὸ αὐτοκίνητο παρέσυρε χθὲς στὴν ἐθνικὴ ὁδὸ Ἰωαννίνων - Ἄρτης κοπάδι προβάτων, μὲ ἀποτέλεσμα νὰ σκοτωθοῦν 24 ζῶα. xyxy=(565,1880,744,1971)
article-body: Πολιτικοὶ παρατηρητὲς τῶν Βρυξελλῶν ἐκτιμοῦν ὅτι οἱ διαπραγματεύσεις θὰ διαρκέσουν τουλάχιστον δύο χρόνια καὶ ὅτι ἡ ἔνταξη τῆς Ἑλλάδος στὴν Κοινότητα θὰ πραγματοποιηθεῖ σταδιακά. xyxy=(1160,1378,1581,1438)
headline-export-groups: ΑΠΟ ΤΙΣ ΣΥΣΚΕΨΕΙΣ ΜΕΣΑ ΣΤΗΝ ΟΛΟΜΕΛΕΙΑ ΟΙ ΠΡΟΤΑΣΕΙΣ ΤΩΝ ΟΜΑΔΩΝ ΕΡΓΑΣΙΑΣ ΓΙΑ ΤΗΝ ΑΝΑΠΤΥΞΗ ΕΞΑΓΩΓΙΚΗΣ ΔΡΑΣΤΗΡΙΟΤΗΤΟΣ xyxy=(54,655,357,750)
divider xyxy=(381,509,559,510)
article-body: Ἐπίσης ἡ ὀργάνωση νέων «Ν. Δημοκρατίας» ἐξέδωσε ἀνακοίνωση, στὴν ὁποία καταδικάζει τὴν συνεχιζόμενη κατοχὴ τοῦ βορείου τμήματος τῆς Κύπρου. xyxy=(756,1038,1153,1084)
divider xyxy=(565,687,744,688)
rate-value: 9,419 xyxy=(229,388,263,402)
rate-value: 113,625 xyxy=(511,416,557,429)
rate-row xyxy=(381,415,559,429)
rate-row xyxy=(42,403,369,418)
rate-value: 8,320 xyxy=(524,153,557,167)
rate-label: Ιταλίας xyxy=(44,388,90,402)
rate-value: 115,98 xyxy=(518,445,557,459)
rate-row xyxy=(42,191,369,206)
rate-value: 15,012 xyxy=(518,123,557,137)
subheadline-pasok: ΑΝΑΚΟΙΝΩΣΕΙΣ ΦΟΙΤΗΤΩΝ ΚΑΙ ΝΕΩΝ «Ν. ΔΗΜΟΚΡΑΤΙΑΣ» xyxy=(795,933,1113,966)
rate-value: 8,401 xyxy=(333,343,367,357)
rate-row xyxy=(42,388,369,403)
rate-label: Αγγλίας xyxy=(44,299,90,312)
rate-row xyxy=(381,474,559,489)
article-body: ΑΘΗΝΑΙ, 20.— Ἡ κοινοβουλευτικὴ ὁμάδα τοῦ Κ.Κ.Ε. ἐσωτερικοῦ ζήτησε τὴν ἀναστολὴ τῆς συζητήσεως τοῦ νομοσχεδίου γιὰ τὴν ἐπαγγελματικὴ ἐκπαίδευση. xyxy=(1160,1004,1581,1049)
rate-value: 7,609 xyxy=(524,212,557,226)
rate-row xyxy=(42,373,369,388)
fx-section-title: ΕΞΩΤΕΡΙΚΑ ΣΥΝΑΛΛΑΓΜΑΤΑ xyxy=(406,10,535,43)
ad-tagline: Βελοῦδο Κοτλὲ xyxy=(1026,2151,1164,2172)
rate-row xyxy=(42,269,369,284)
rate-row xyxy=(381,489,559,504)
rate-row xyxy=(381,92,559,107)
rate-label: Σίδνεϋ xyxy=(383,287,423,301)
rate-value: 66,347 xyxy=(327,299,367,312)
rate-value: 656,81 xyxy=(327,177,367,190)
headline-acropolis-fuel: ΔΕΝ ΘΑ ΓΙΝΕΤΑΙ ΧΡΗΣΗ ΜΑΖΟΥΤ ΓΥΡΩ ΑΠΟ ΤΗΝ ΑΚΡΟΠΟΛΗ xyxy=(569,1312,740,1361)
rate-value: 36,437 xyxy=(467,63,507,77)
edge-fragment-line: οπο xyxy=(0,1615,21,1628)
rates-table-banknotes xyxy=(42,254,369,432)
rate-value: 1.510 xyxy=(524,401,557,415)
rate-value: 5,928 xyxy=(473,242,507,256)
rate-row xyxy=(42,206,369,221)
article-body: Ἡ κυβέρνηση, πρόσθεσε, ἔχει χρέος νὰ ὀργανώσει τὸν κρατικὸ μηχανισμὸ κατὰ τρόπο ποὺ νὰ ἀνταποκρίνεται στὶς σύγχρονες ἀνάγκες τοῦ τόπου. Τὸ ὑπουργικὸ συμβούλιο παραμένει τὸ ἀνώτατο ὄργανο καὶ οἱ ἐπιτροπὲς ἁπλῶς διευκολύνουν τὸ ἔργο του. xyxy=(1160,486,1581,562)
rate-value: 0,939 xyxy=(333,358,367,372)
rate-value: 9,218 xyxy=(333,418,367,431)
rate-value: 6,074 xyxy=(333,373,367,387)
rate-row xyxy=(381,182,559,196)
article-body: Στὴ συζήτηση ἔλαβε τὸν λόγο ὁ πρωθυπουργὸς κ. Γ. Ράλλης, ὁ ὁποῖος τόνισε ὅτι τὰ νομοσχέδια δὲν συνδέονται μὲ καμμιὰ κατεπείγουσα ἀνάγκη, ἀλλὰ ἀποτελοῦν μέρος τῆς γενικότερης προσπάθειας τῆς κυβερνήσεως γιὰ τὸν ἐκσυγχρονισμὸ τοῦ κρατικοῦ μηχανισμοῦ. xyxy=(756,709,1153,785)
rate-label: Λονδίνου xyxy=(383,78,435,92)
crosshead: Ο Κ. ΡΑΛΛΗΣ xyxy=(904,686,1005,703)
rate-row xyxy=(381,271,559,286)
rate-value: 9,609 xyxy=(333,388,367,402)
edge-fragment-line: σιν xyxy=(0,1982,17,1995)
